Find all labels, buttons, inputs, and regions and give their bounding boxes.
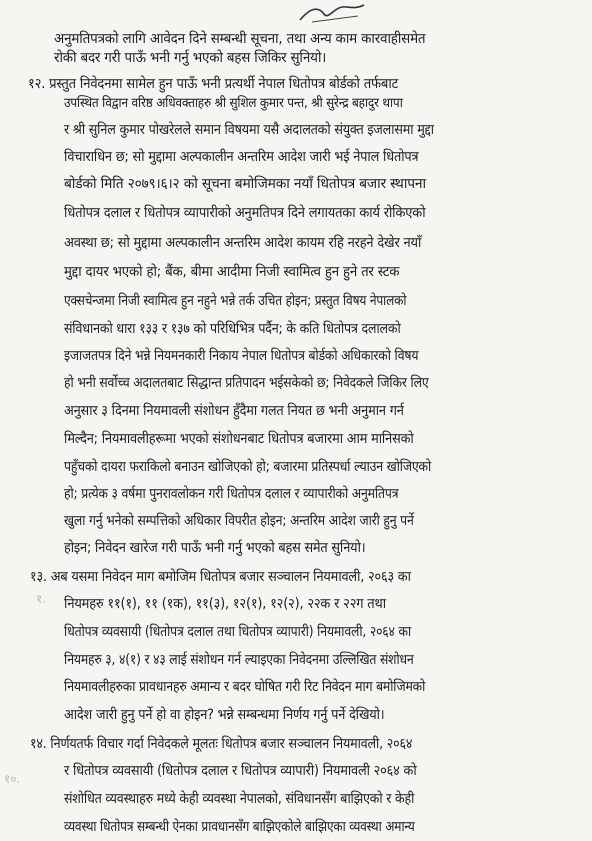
paragraph-14-line-1: १४. निर्णयतर्फ विचार गर्दा निवेदकले मूलतः धितोपत्र बजार सञ्चालन नियमावली, २०६४ <box>30 736 413 752</box>
paragraph-13-line-4: नियमहरु ३, ४(१) र ४३ लाई संशोधन गर्न ल्याइएका निवेदनमा उल्लिखित संशोधन <box>64 652 414 668</box>
paragraph-12-line-17: खुला गर्नु भनेको सम्पत्तिको अधिकार विपरीत होइन; अन्तरिम आदेश जारी हुनु पर्ने <box>64 513 414 529</box>
paragraph-12-line-14: मिल्दैन; नियमावलीहरूमा भएको संशोधनबाट धितोपत्र बजारमा आम मानिसको <box>64 431 414 447</box>
paragraph-12-line-18: होइन; निवेदन खारेज गरी पाऊँ भनी गर्नु भएको बहस समेत सुनियो। <box>64 540 366 556</box>
paragraph-12-line-1: १२. प्रस्तुत निवेदनमा सामेल हुन पाऊँ भनी प्रत्यर्थी नेपाल धितोपत्र बोर्डको तर्फबाट <box>28 76 398 92</box>
paragraph-13-line-1: १३. अब यसमा निवेदन माग बमोजिम धितोपत्र बजार सञ्चालन नियमावली, २०६३ का <box>30 569 411 585</box>
paragraph-12-line-7: अवस्था छ; सो मुद्दामा अल्पकालीन अन्तरिम आदेश कायम रहि नरहने देखेर नयाँ <box>64 235 422 251</box>
paragraph-12-line-16: हो; प्रत्येक ३ वर्षमा पुनरावलोकन गरी धितोपत्र दलाल र व्यापारीको अनुमतिपत्र <box>64 486 399 502</box>
paragraph-13-line-3: धितोपत्र व्यवसायी (धितोपत्र दलाल तथा धितोपत्र व्यापारी) नियमावली, २०६४ का <box>64 624 411 640</box>
text-line-1: अनुमतिपत्रको लागि आवेदन दिने सम्बन्धी सूचना, तथा अन्य काम कारवाहीसमेत <box>54 31 426 47</box>
margin-mark: १०. <box>4 772 21 786</box>
margin-mark: १. <box>36 592 47 606</box>
paragraph-12-line-8: मुद्दा दायर भएको हो; बैंक, बीमा आदीमा निजी स्वामित्व हुन हुने तर स्टक <box>64 264 400 280</box>
paragraph-14-line-2: र धितोपत्र व्यवसायी (धितोपत्र दलाल र धितोपत्र व्यापारी) नियमावली २०६४ को <box>64 763 417 779</box>
paragraph-12-line-3: र श्री सुनिल कुमार पोखरेलले समान विषयमा यसै अदालतको संयुक्त इजलासमा मुद्दा <box>64 122 434 138</box>
text-line-2: रोकी बदर गरी पाऊँ भनी गर्नु भएको बहस जिकिर सुनियो। <box>54 50 327 66</box>
paragraph-12-line-9: एक्सचेन्जमा निजी स्वामित्व हुन नहुने भन्ने तर्क उचित होइन; प्रस्तुत विषय नेपालको <box>64 293 407 309</box>
paragraph-12-line-2: उपस्थित विद्वान वरिष्ठ अधिवक्ताहरु श्री सुशिल कुमार पन्त, श्री सुरेन्द्र बहादुर थापा <box>64 96 403 111</box>
paragraph-12-line-5: बोर्डको मिति २०७९।६।२ को सूचना बमोजिमका नयाँ धितोपत्र बजार स्थापना <box>64 176 426 192</box>
paragraph-13-line-6: आदेश जारी हुनु पर्ने हो वा होइन? भन्ने सम्बन्धमा निर्णय गर्नु पर्ने देखियो। <box>64 707 385 723</box>
paragraph-12-line-6: धितोपत्र दलाल र धितोपत्र व्यापारीको अनुमतिपत्र दिने लगायतका कार्य रोकिएको <box>64 205 426 221</box>
paragraph-12-line-12: हो भनी सर्वोच्च अदालतबाट सिद्धान्त प्रतिपादन भईसकेको छ; निवेदकले जिकिर लिए <box>64 375 429 391</box>
paragraph-12-line-4: विचाराधिन छ; सो मुद्दामा अल्पकालीन अन्तरिम आदेश जारी भई नेपाल धितोपत्र <box>64 149 419 165</box>
paragraph-14-line-4: व्यवस्था धितोपत्र सम्बन्धी ऐनका प्रावधानसँग बाझिएकोले बाझिएका व्यवस्था अमान्य <box>64 819 415 835</box>
paragraph-12-line-10: संविधानको धारा १३३ र १३७ को परिधिभित्र पर्दैन; के कति धितोपत्र दलालको <box>64 321 401 337</box>
paragraph-12-line-15: पहुँचको दायरा फराकिलो बनाउन खोजिएको हो; बजारमा प्रतिस्पर्धा ल्याउन खोजिएको <box>64 459 432 475</box>
paragraph-12-line-13: अनुसार ३ दिनमा नियमावली संशोधन हुँदैमा गलत नियत छ भनी अनुमान गर्न <box>64 403 404 419</box>
paragraph-13-line-5: नियमावलीहरुका प्रावधानहरु अमान्य र बदर घोषित गरी रिट निवेदन माग बमोजिमको <box>64 679 426 695</box>
paragraph-14-line-3: संशोधित व्यवस्थाहरु मध्ये केही व्यवस्था नेपालको, संविधानसँग बाझिएको र केही <box>64 791 415 807</box>
paragraph-13-line-2: नियमहरु ११(१), ११ (१क), ११(३), १२(१), १२(२), २२क र २२ग तथा <box>64 596 386 612</box>
signature-mark <box>298 2 368 24</box>
paragraph-12-line-11: इजाजतपत्र दिने भन्ने नियमनकारी निकाय नेपाल धितोपत्र बोर्डको अधिकारको विषय <box>64 348 419 364</box>
